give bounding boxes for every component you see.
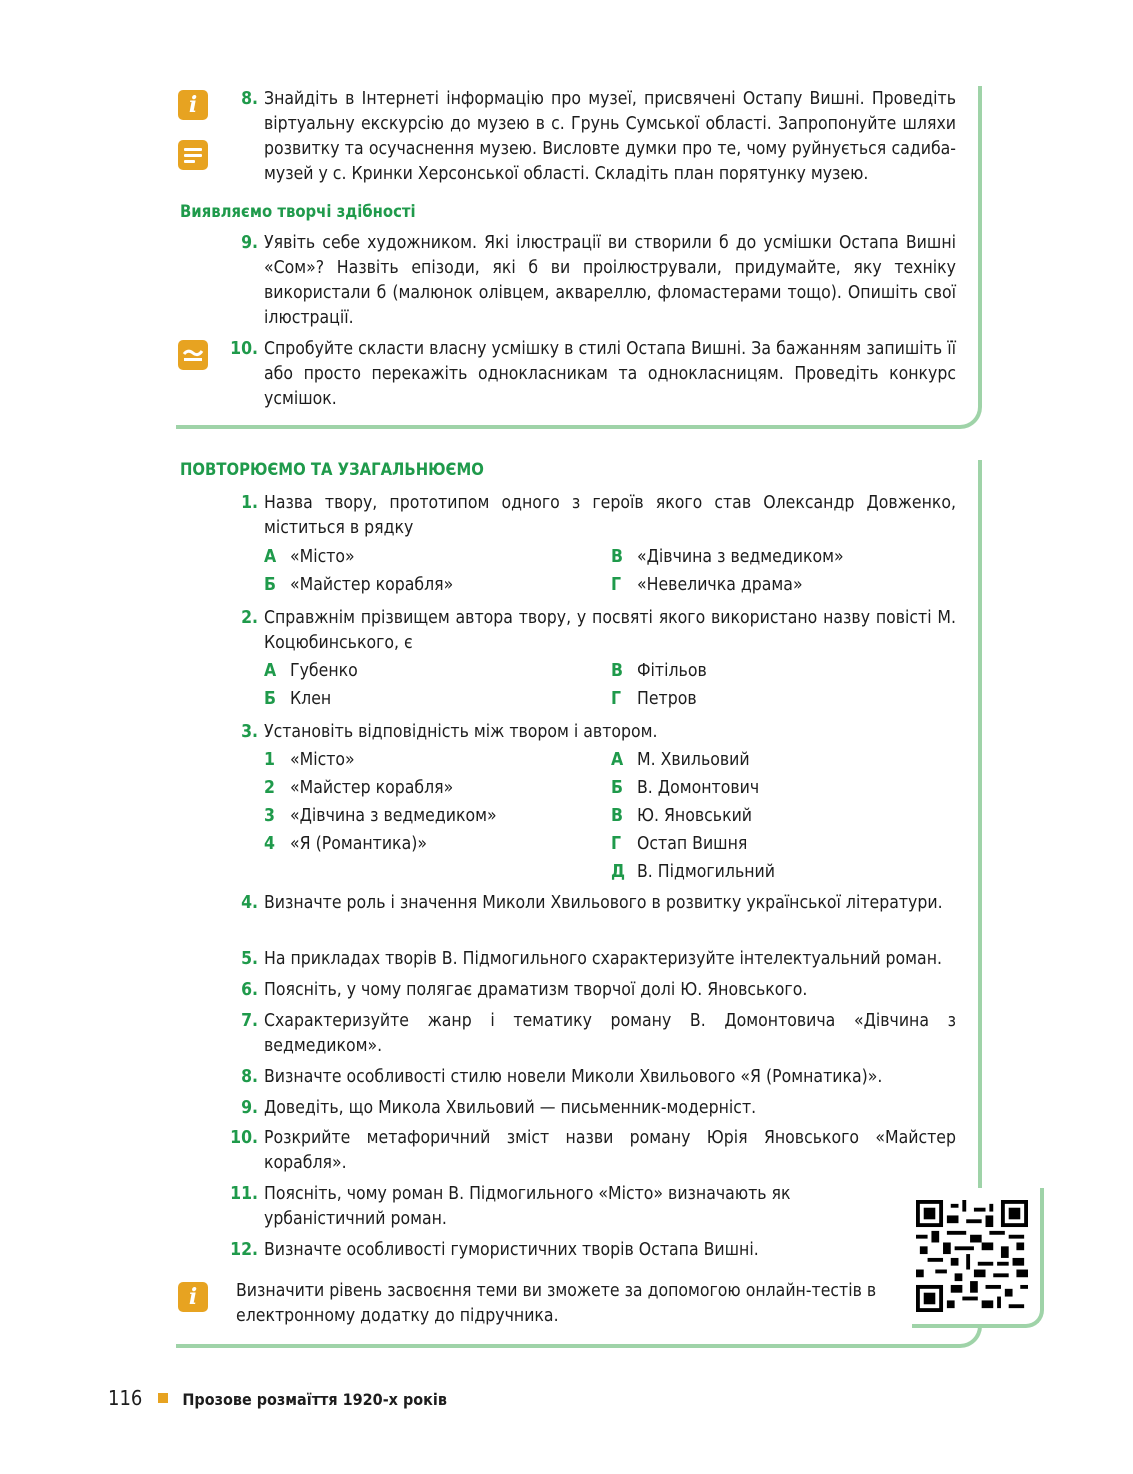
info-icon: i	[178, 1282, 208, 1312]
notes-icon	[178, 140, 208, 170]
question-6	[222, 978, 956, 1003]
question-number: 11.	[230, 1184, 258, 1204]
question-4	[222, 891, 956, 916]
task-text: Спробуйте скласти власну усмішку в стилі Остапа Вишні. За бажанням запишіть її або просто перекажіть однокласникам та однокласницям. Проведіть конкурс усмішок.	[264, 339, 956, 409]
question-number: 7.	[241, 1011, 258, 1031]
match-right: Д В. Підмогильний	[611, 862, 776, 882]
match-right: Б В. Домонтович	[611, 778, 760, 798]
option: В «Дівчина з ведмедиком»	[611, 547, 844, 567]
option: Г Петров	[611, 689, 697, 709]
footer-marker	[158, 1393, 168, 1403]
question-number: 2.	[241, 608, 258, 628]
question-3	[222, 720, 956, 745]
online-tests-note: Визначити рівень засвоєння теми ви зможете за допомогою онлайн-тестів в електронному додатку до підручника.	[236, 1281, 877, 1326]
question-9	[222, 1096, 956, 1121]
review-heading: ПОВТОРЮЄМО ТА УЗАГАЛЬНЮЄМО	[180, 460, 484, 479]
match-right: А М. Хвильовий	[611, 750, 750, 770]
question-number: 12.	[230, 1240, 258, 1260]
question-number: 10.	[230, 1128, 258, 1148]
question-2	[222, 606, 956, 656]
option: Г «Невеличка драма»	[611, 575, 803, 595]
page-footer	[108, 1386, 447, 1412]
question-text: Поясніть, у чому полягає драматизм творчої долі Ю. Яновського.	[264, 980, 808, 1000]
question-text: Доведіть, що Микола Хвильовий — письменник-модерніст.	[264, 1098, 757, 1118]
task-number: 8.	[241, 89, 258, 109]
question-12	[222, 1238, 956, 1263]
match-left: 2 «Майстер корабля»	[264, 778, 454, 798]
question-text: Розкрийте метафоричний зміст назви роману Юрія Яновського «Майстер корабля».	[264, 1128, 956, 1173]
task-9	[222, 231, 956, 331]
footer-title: Прозове розмаїття 1920-х років	[182, 1390, 447, 1409]
match-left: 1 «Місто»	[264, 750, 355, 770]
question-number: 3.	[241, 722, 258, 742]
option: Б Клен	[264, 689, 332, 709]
question-text: Поясніть, чому роман В. Підмогильного «Місто» визначають як урбаністичний роман.	[264, 1184, 791, 1229]
match-right: Г Остап Вишня	[611, 834, 748, 854]
question-number: 4.	[241, 893, 258, 913]
match-right: В Ю. Яновський	[611, 806, 753, 826]
page-number: 116	[108, 1386, 143, 1410]
task-number: 10.	[230, 339, 258, 359]
question-number: 1.	[241, 493, 258, 513]
question-10	[222, 1126, 956, 1176]
question-11	[222, 1182, 802, 1232]
qr-code[interactable]	[916, 1200, 1028, 1312]
question-text: Справжнім прізвищем автора твору, у посвяті якого використано назву повісті М. Коцюбинського, є	[264, 608, 956, 653]
question-1	[222, 491, 956, 541]
question-number: 9.	[241, 1098, 258, 1118]
question-8	[222, 1065, 956, 1090]
match-left: 4 «Я (Романтика)»	[264, 834, 427, 854]
question-number: 8.	[241, 1067, 258, 1087]
task-text: Знайдіть в Інтернеті інформацію про музеї, присвячені Остапу Вишні. Проведіть віртуальну екскурсію до музею в с. Грунь Сумської області. Запропонуйте шляхи розвитку та осучаснення музею. Висловте думки про те, чому руйнується садиба-музей у с. Кринки Херсонської області. Складіть план порятунку музею.	[264, 89, 956, 184]
info-icon: i	[178, 90, 208, 120]
question-number: 6.	[241, 980, 258, 1000]
option: А «Місто»	[264, 547, 355, 567]
question-5	[222, 947, 956, 972]
question-text: Визначте особливості стилю новели Миколи Хвильового «Я (Ромнатика)».	[264, 1067, 883, 1087]
question-text: Визначте роль і значення Миколи Хвильового в розвитку української літератури.	[264, 893, 943, 913]
task-text: Уявіть себе художником. Які ілюстрації ви створили б до усмішки Остапа Вишні «Сом»? Назвіть епізоди, які б ви проілюстрували, придумайте, яку техніку використали б (малюнок олівцем, аквареллю, фломастерами тощо). Опишіть свої ілюстрації.	[264, 233, 956, 328]
task-number: 9.	[241, 233, 258, 253]
option: Б «Майстер корабля»	[264, 575, 454, 595]
option: В Фітільов	[611, 661, 707, 681]
question-text: Установіть відповідність між твором і автором.	[264, 722, 658, 742]
option: А Губенко	[264, 661, 358, 681]
match-left: 3 «Дівчина з ведмедиком»	[264, 806, 497, 826]
question-text: Схарактеризуйте жанр і тематику роману В. Домонтовича «Дівчина з ведмедиком».	[264, 1011, 956, 1056]
question-text: Назва твору, прототипом одного з героїв якого став Олександр Довженко, міститься в рядку	[264, 493, 956, 538]
question-number: 5.	[241, 949, 258, 969]
task-8	[222, 87, 956, 187]
task-10	[222, 337, 956, 412]
write-icon	[178, 340, 208, 370]
creative-heading: Виявляємо творчі здібності	[180, 202, 416, 221]
question-text: Визначте особливості гумористичних творів Остапа Вишні.	[264, 1240, 759, 1260]
question-text: На прикладах творів В. Підмогильного схарактеризуйте інтелектуальний роман.	[264, 949, 942, 969]
question-7	[222, 1009, 956, 1059]
